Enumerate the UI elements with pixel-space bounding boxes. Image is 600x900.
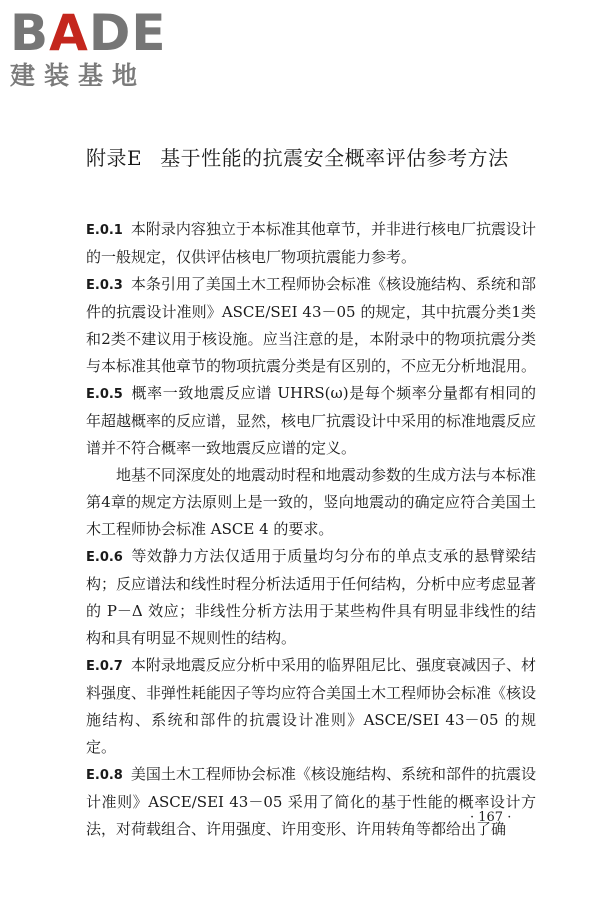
- clause-number: E.0.8: [86, 768, 123, 783]
- appendix-title-text: 基于性能的抗震安全概率评估参考方法: [160, 146, 509, 170]
- clause-text: 本附录内容独立于本标准其他章节，并非进行核电厂抗震设计的一般规定，仅供评估核电厂物项抗震能力参考。: [86, 220, 536, 266]
- clause-number: E.0.3: [86, 278, 123, 293]
- clause-text: 等效静力方法仅适用于质量均匀分布的单点支承的悬臂梁结构；反应谱法和线性时程分析法适用于任何结构，分析中应考虑显著的 P－Δ 效应；非线性分析方法用于某些构件具有明显非线性的结构和具有明显不规则性的结构。: [86, 547, 537, 647]
- clause-text: 美国土木工程师协会标准《核设施结构、系统和部件的抗震设计准则》ASCE/SEI 43－05 采用了简化的基于性能的概率设计方法，对荷载组合、许用强度、许用变形、许用转角等都给出了确: [86, 765, 536, 838]
- clause-paragraph: [86, 652, 536, 761]
- clause-number: E.0.6: [86, 550, 123, 565]
- body-paragraph: [86, 462, 536, 543]
- clause-text: 本附录地震反应分析中采用的临界阻尼比、强度衰减因子、材料强度、非弹性耗能因子等均应符合美国土木工程师协会标准《核设施结构、系统和部件的抗震设计准则》ASCE/SEI 43－05 的规定。: [86, 656, 537, 756]
- appendix-number: 附录E: [86, 146, 143, 170]
- clause-paragraph: [86, 543, 536, 652]
- clause-number: E.0.5: [86, 387, 123, 402]
- bade-logo: [10, 4, 180, 90]
- clause-number: E.0.7: [86, 659, 123, 674]
- clause-paragraph: [86, 216, 536, 271]
- clause-paragraph: [86, 761, 536, 843]
- clause-text: 概率一致地震反应谱 UHRS(ω)是每个频率分量都有相同的年超越概率的反应谱，显然，核电厂抗震设计中采用的标准地震反应谱并不符合概率一致地震反应谱的定义。: [86, 384, 537, 457]
- clause-number: E.0.1: [86, 223, 123, 238]
- clause-paragraph: [86, 271, 536, 380]
- clause-paragraph: [86, 380, 536, 462]
- body-text: 地基不同深度处的地震动时程和地震动参数的生成方法与本标准第4章的规定方法原则上是一致的，竖向地震动的确定应符合美国土木工程师协会标准 ASCE 4 的要求。: [86, 466, 537, 538]
- document-body: [86, 216, 536, 843]
- logo-mark: BADE: [10, 4, 167, 62]
- page-number: · 167 ·: [470, 810, 512, 825]
- logo-subtitle: 建装基地: [10, 61, 147, 90]
- clause-text: 本条引用了美国土木工程师协会标准《核设施结构、系统和部件的抗震设计准则》ASCE/SEI 43－05 的规定，其中抗震分类1类和2类不建议用于核设施。应当注意的是，本附录中的物项抗震分类与本标准其他章节的物项抗震分类是有区别的，不应无分析地混用。: [86, 275, 537, 375]
- appendix-title: [86, 145, 556, 171]
